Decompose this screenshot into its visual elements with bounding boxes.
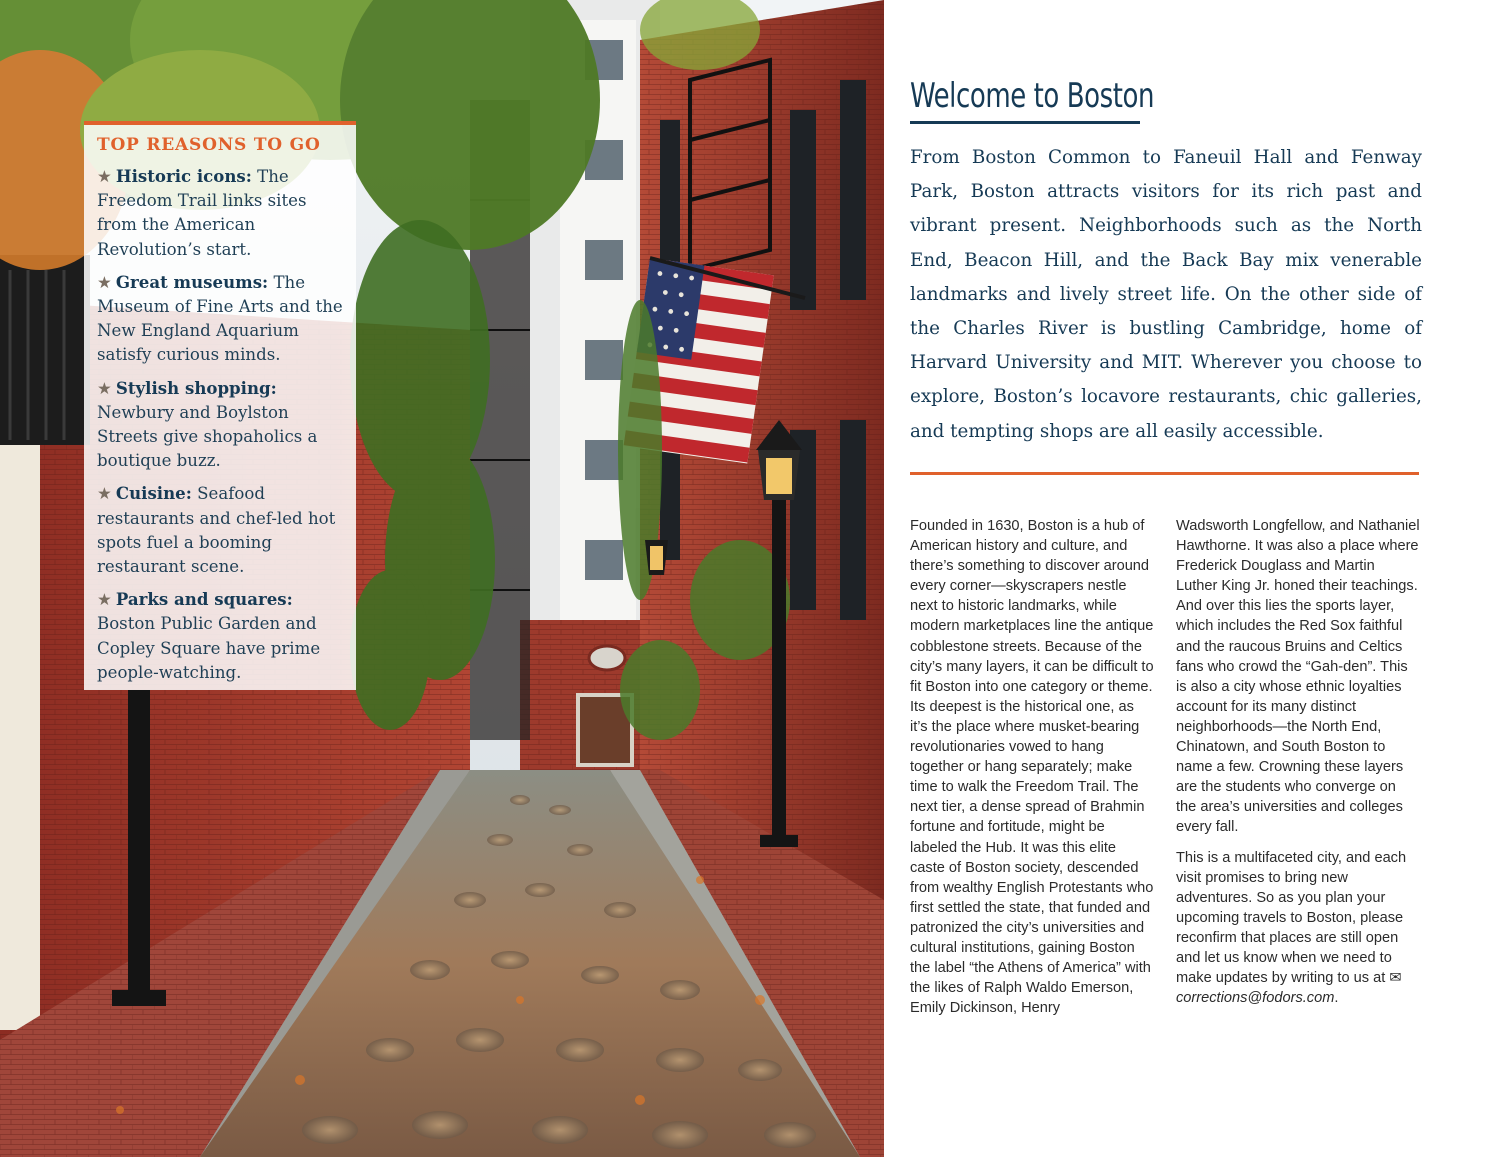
body-column-2 xyxy=(1176,516,1420,1018)
body-paragraph: Wadsworth Longfellow, and Nathaniel Hawthorne. It was also a place where Frederick Douglass and Martin Luther King Jr. honed their teachings. And over this lies the sports layer, which includes the Red Sox faithful and the raucous Bruins and Celtics fans who crowd the “Gah-den”. This is also a city whose ethnic loyalties account for its many distinct neighborhoods—the North End, Chinatown, and South Boston to name a few. Crowning these layers are the students who converge on the area’s universities and colleges every fall. xyxy=(1176,518,1420,836)
reason-item xyxy=(97,481,344,579)
reason-item xyxy=(97,164,344,262)
reason-item xyxy=(97,587,344,685)
reason-text: The Freedom Trail links sites from the American Revolution’s start. xyxy=(97,167,307,259)
body-paragraph: Founded in 1630, Boston is a hub of American history and culture, and there’s something to discover around every corner—skyscrapers nestle next to historic landmarks, while modern marketplaces line the antique cobblestone streets. Because of the city’s many layers, it can be difficult to fit Boston into one category or theme. Its deepest is the historical one, as it’s the place where musket-bearing revolutionaries vowed to hang together or hang separately; make time to walk the Freedom Trail. The next tier, a dense spread of Brahmin fortune and fortitude, might be labeled the Hub. It was this elite caste of Boston society, descended from wealthy English Protestants who first settled the state, that funded and patronized the city’s universities and cultural institutions, gaining Boston the label “the Athens of America” with the likes of Ralph Waldo Emerson, Emily Dickinson, Henry xyxy=(910,518,1154,1017)
star-icon: ★ xyxy=(97,167,112,186)
reason-text: Boston Public Garden and Copley Square have prime people-watching. xyxy=(97,614,321,682)
reason-text: The Museum of Fine Arts and the New England Aquarium satisfy curious minds. xyxy=(97,272,343,365)
star-icon: ★ xyxy=(97,484,112,504)
star-icon: ★ xyxy=(97,272,112,292)
reason-text: Newbury and Boylston Streets give shopaholics a boutique buzz. xyxy=(97,402,318,471)
reason-title: Historic icons: xyxy=(115,166,252,186)
page-title: Welcome to Boston xyxy=(910,76,1155,116)
top-reasons-heading: TOP REASONS TO GO xyxy=(97,135,321,155)
reason-item xyxy=(97,376,344,474)
closing-period: . xyxy=(1334,990,1339,1007)
closing-text: This is a multifaceted city, and each visit promises to bring new adventures. So as you plan your upcoming travels to Boston, please reconfirm that places are still open and let us know when we need to make updates by writing to us at xyxy=(1176,849,1407,987)
reason-title: Stylish shopping: xyxy=(115,377,277,398)
section-divider xyxy=(910,472,1419,475)
body-paragraph-closing xyxy=(1176,848,1420,1009)
corrections-email-link[interactable]: corrections@fodors.com xyxy=(1176,990,1335,1007)
email-icon: ✉ xyxy=(1389,970,1402,987)
reason-title: Great museums: xyxy=(115,271,269,292)
title-underline xyxy=(910,121,1140,124)
top-reasons-card xyxy=(84,121,356,690)
star-icon: ★ xyxy=(97,378,112,398)
body-column-1 xyxy=(910,516,1154,1028)
intro-paragraph: From Boston Common to Faneuil Hall and Fenway Park, Boston attracts visitors for its rich past and vibrant present. Neighborhoods such as the North End, Beacon Hill, and the Back Bay mix venerable landmarks and lively street life. On the other side of the Charles River is bustling Cambridge, home of Harvard University and MIT. Wherever you choose to explore, Boston’s locavore restaurants, chic galleries, and tempting shops are all easily accessible. xyxy=(910,147,1422,442)
reason-text: Seafood restaurants and chef-led hot spots fuel a booming restaurant scene. xyxy=(97,484,336,577)
reason-title: Parks and squares: xyxy=(115,589,293,610)
star-icon: ★ xyxy=(97,590,112,610)
reason-item xyxy=(97,270,344,368)
reason-title: Cuisine: xyxy=(115,483,192,504)
